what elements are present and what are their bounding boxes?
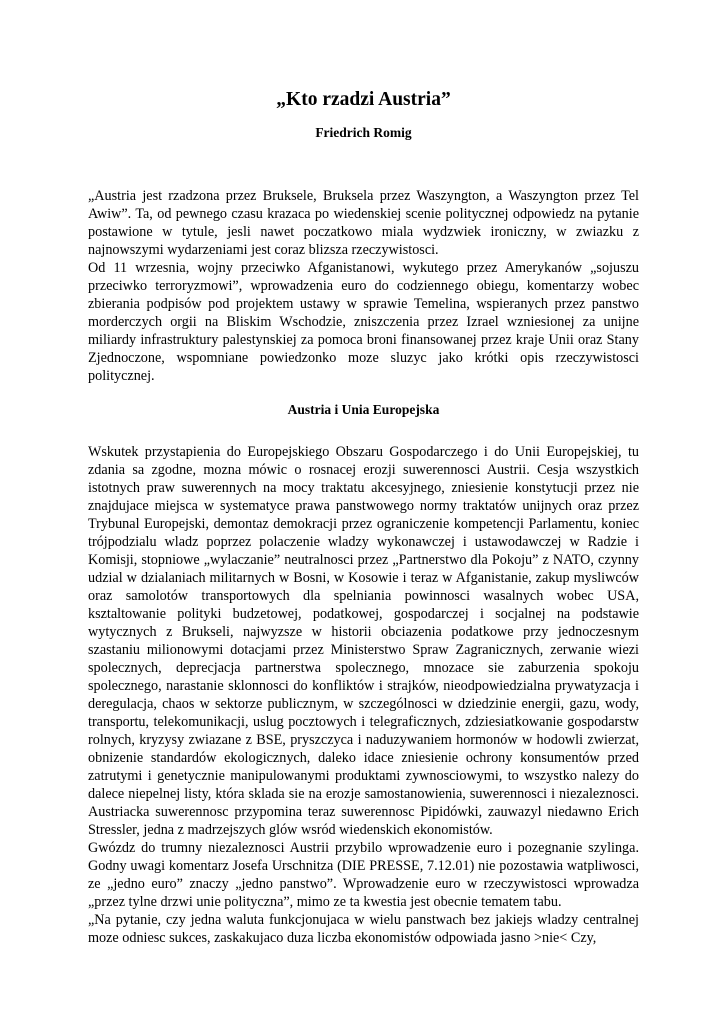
intro-paragraph: Od 11 wrzesnia, wojny przeciwko Afganistanowi, wykutego przez Amerykanów „sojuszu przeciwko terroryzmowi”, wprowadzenia euro do codziennego obiegu, komentarzy wobec zbierania podpisów pod projektem ustawy w sprawie Temelina, wspieranych przez panstwo morderczych orgii na Bliskim Wschodzie, zniszczenia przez Izrael wzniesionej za unijne miliardy infrastruktury palestynskiej za pomoca broni finansowanej przez kraje Unii oraz Stany Zjednoczone, wspomniane powiedzonko moze sluzyc jako krótki opis rzeczywistosci politycznej. [88, 260, 639, 384]
document-title: „Kto rzadzi Austria” [276, 89, 451, 110]
section-paragraph: Gwózdz do trumny niezaleznosci Austrii przybilo wprowadzenie euro i pozegnanie szylinga. Godny uwagi komentarz Josefa Urschnitza (DIE PRESSE, 7.12.01) nie pozostawia watpliwosci, ze „jedno euro” znaczy „jedno panstwo”. Wprowadzenie euro w rzeczywistosci wprowadza „przez tylne drzwi unie polityczna”, mimo ze ta kwestia jest obecnie tematem tabu. [88, 840, 639, 910]
author-name: Friedrich Romig [315, 125, 412, 140]
section-paragraph: Wskutek przystapienia do Europejskiego Obszaru Gospodarczego i do Unii Europejskiej, tu zdania sa zgodne, mozna mówic o rosnacej erozji suwerennosci Austrii. Cesja wszystkich istotnych praw suwerennych na mocy traktatu akcesyjnego, zniesienie konstytucji przez nie znajdujace miejsca w systematyce prawa panstwowego normy traktatów unijnych oraz przez Trybunal Europejski, demontaz demokracji przez ograniczenie kompetencji Parlamentu, koniec trójpodzialu wladz poprzez polaczenie wladzy wykonawczej i ustawodawczej w Radzie i Komisji, stopniowe „wylaczanie” neutralnosci przez „Partnerstwo dla Pokoju” z NATO, czynny udzial w dzialaniach militarnych w Bosni, w Kosowie i teraz w Afganistanie, zakup mysliwców oraz samolotów transportowych dla spelniania powinnosci wasalnych wobec USA, ksztaltowanie polityki budzetowej, podatkowej, gospodarczej i socjalnej na podstawie wytycznych z Brukseli, najwyzsze w historii obciazenia podatkowe przy jednoczesnym szastaniu milionowymi dotacjami przez Ministerstwo Spraw Zagranicznych, zerwanie wiezi spolecznych, deprecjacja partnerstwa spolecznego, mnozace sie zaburzenia spokoju spolecznego, narastanie sklonnosci do konfliktów i strajków, nieodpowiedzialna prywatyzacja i deregulacja, chaos w sektorze publicznym, w szczególnosci w dziedzinie energii, gazu, wody, transportu, telekomunikacji, uslug pocztowych i telegraficznych, zdziesiatkowanie gospodarstw rolnych, kryzysy zwiazane z BSE, pryszczyca i naduzywaniem hormonów w hodowli zwierzat, obnizenie standardów ekologicznych, daleko idace zniesienie ochrony konsumentów przed zatrutymi i genetycznie manipulowanymi produktami zywnosciowymi, to wszystko nalezy do dalece niepelnej listy, która sklada sie na erozje samostanowienia, suwerennosci i niezaleznosci. Austriacka suwerennosc przypomina teraz suwerennosc Pipidówki, zauwazyl niedawno Erich Stressler, jedna z madrzejszych glów wsród wiedenskich ekonomistów. [88, 444, 639, 838]
section-paragraph: „Na pytanie, czy jedna waluta funkcjonujaca w wielu panstwach bez jakiejs wladzy centralnej moze odniesc sukces, zaskakujaco duza liczba ekonomistów odpowiada jasno >nie< Czy, [88, 912, 639, 946]
section-heading: Austria i Unia Europejska [287, 402, 440, 417]
document-page [88, 88, 639, 947]
intro-paragraph: „Austria jest rzadzona przez Bruksele, Bruksela przez Waszyngton, a Waszyngton przez Tel Awiw”. Ta, od pewnego czasu krazaca po wiedenskiej scenie politycznej odpowiedz na pytanie postawione w tytule, jesli nawet poczatkowo miala wydzwiek ironiczny, w zwiazku z najnowszymi wydarzeniami jest coraz blizsza rzeczywistosci. [88, 188, 639, 258]
